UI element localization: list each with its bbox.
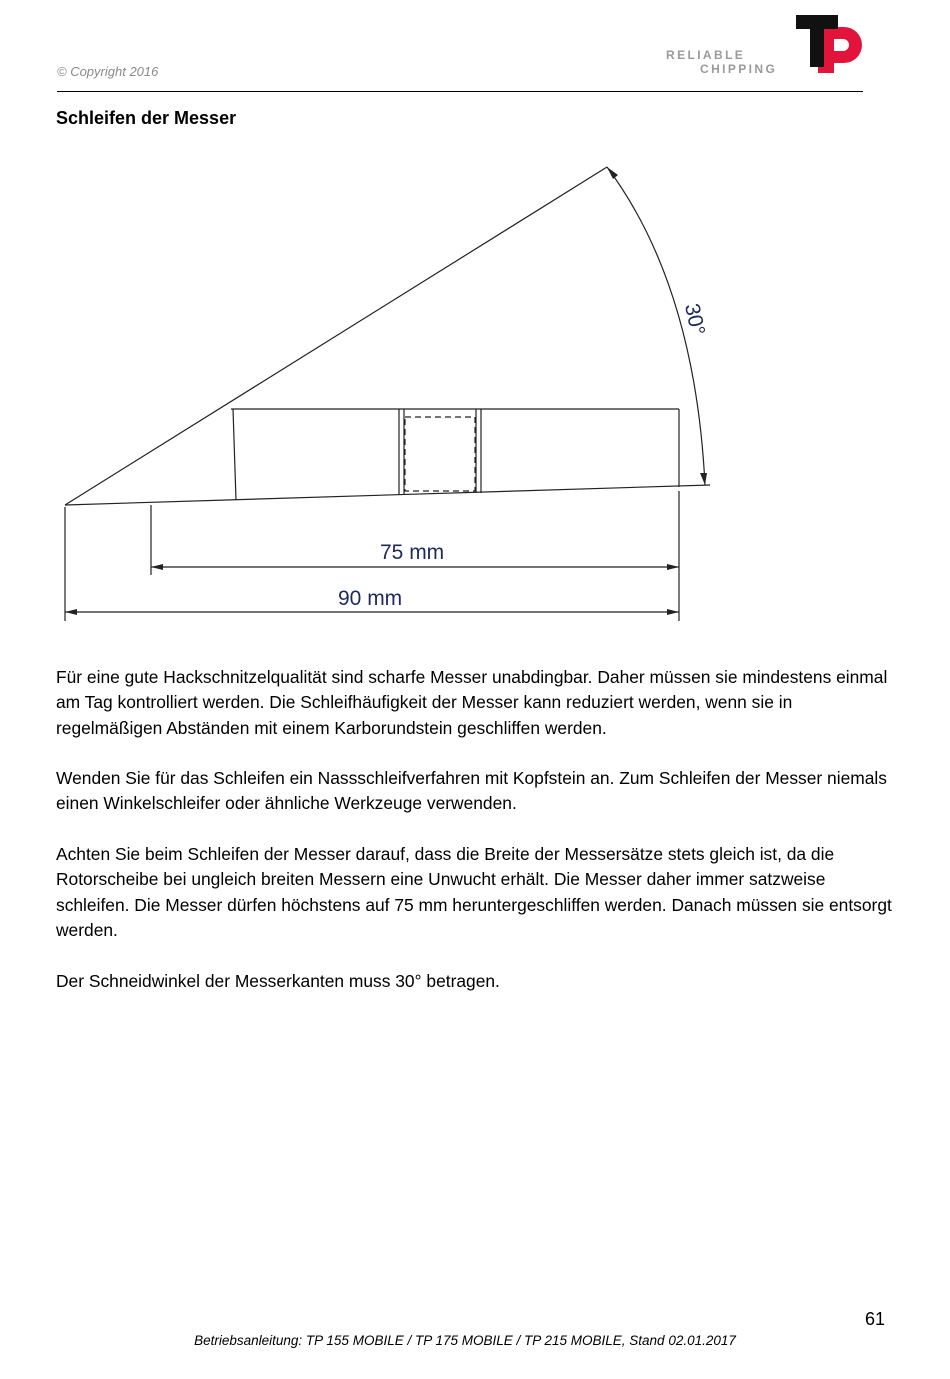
paragraph-2: Wenden Sie für das Schleifen ein Nassschleifverfahren mit Kopfstein an. Zum Schleifen der Messer niemals einen Winkelschleifer oder ähnliche Werkzeuge verwenden.	[56, 768, 887, 814]
logo-line-2: CHIPPING	[700, 62, 778, 76]
dim-inner-label: 75 mm	[380, 541, 445, 564]
logo-wordmark	[666, 48, 796, 76]
section-title: Schleifen der Messer	[56, 108, 237, 128]
knife-base-edge	[65, 485, 710, 505]
logo-line-1: RELIABLE	[666, 48, 746, 62]
slot-dashed	[405, 417, 475, 491]
knife-grinding-diagram	[55, 155, 775, 630]
paragraph-1: Für eine gute Hackschnitzelqualität sind scharfe Messer unabdingbar. Daher müssen sie mindestens einmal am Tag kontrolliert werden. Die Schleifhäufigkeit der Messer kann reduziert werden, wenn sie in regelmäßigen Abständen mit einem Karborundstein geschliffen werden.	[56, 667, 888, 738]
header-divider	[57, 91, 863, 92]
paragraph-4: Der Schneidwinkel der Messerkanten muss 30° betragen.	[56, 970, 500, 991]
paragraph-3: Achten Sie beim Schleifen der Messer darauf, dass die Breite der Messersätze stets gleich ist, da die Rotorscheibe bei ungleich breiten Messern eine Unwucht erhält. Die Messer daher immer satzweise schleifen. Die Messer dürfen höchstens auf 75 mm heruntergeschliffen werden. Danach müssen sie entsorgt werden.	[56, 844, 892, 940]
dim-outer-label: 90 mm	[338, 587, 403, 610]
knife-inner-edge	[233, 409, 236, 500]
footer-manual-line: Betriebsanleitung: TP 155 MOBILE / TP 175 MOBILE / TP 215 MOBILE, Stand 02.01.2017	[194, 1333, 736, 1348]
bevel-line	[65, 167, 607, 505]
body-text	[56, 665, 896, 1019]
tp-logo-icon	[794, 13, 868, 77]
page-number: 61	[864, 1309, 885, 1329]
copyright-notice: © Copyright 2016	[57, 64, 159, 79]
angle-label: 30°	[680, 301, 710, 338]
